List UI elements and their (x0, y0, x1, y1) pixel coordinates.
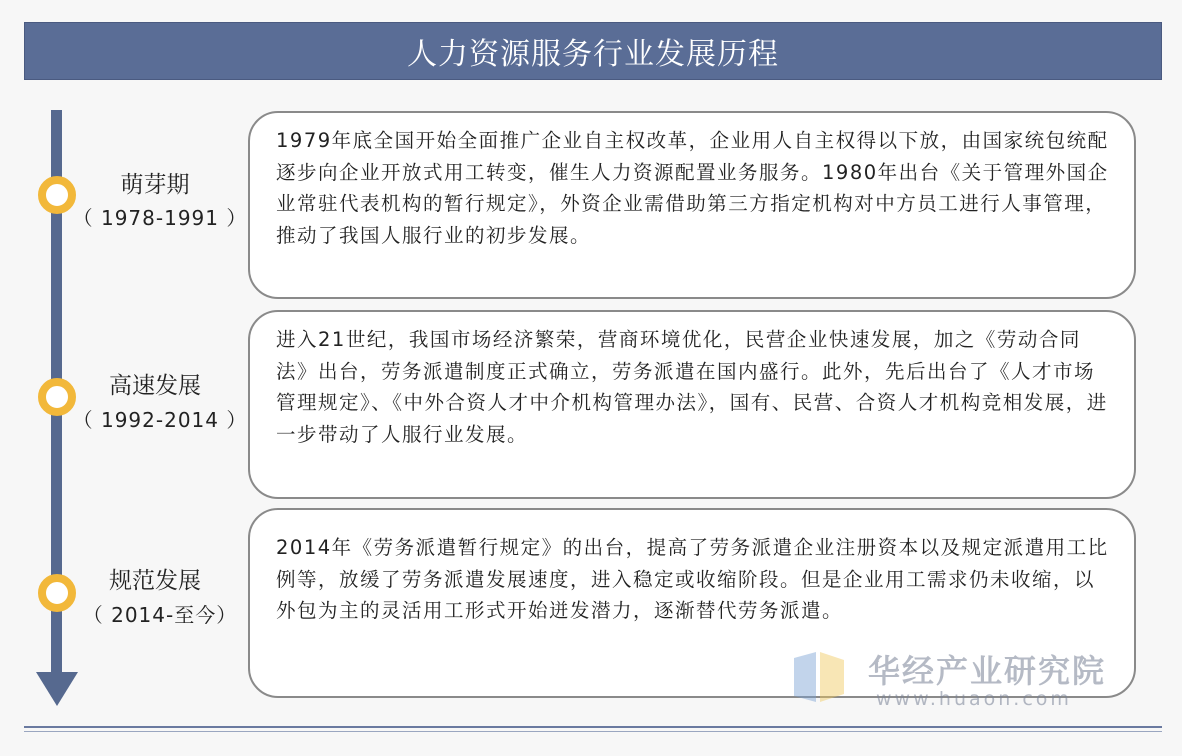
stage-description-1: 1979年底全国开始全面推广企业自主权改革，企业用人自主权得以下放，由国家统包统配逐步向企业开放式用工转变，催生人力资源配置业务服务。1980年出台《关于管理外国企业常驻代表机构的暂行规定》，外资企业需借助第三方指定机构对中方员工进行人事管理，推动了我国人服行业的初步发展。 (276, 129, 1109, 247)
watermark-url: www.huaon.com (876, 688, 1072, 710)
footer-divider-thin (24, 731, 1162, 732)
stage-period-3: （ 2014-至今） (82, 603, 238, 627)
page-title: 人力资源服务行业发展历程 (407, 37, 779, 72)
timeline-arrow-icon (36, 672, 78, 706)
stage-period-2: （ 1992-2014 ） (72, 408, 248, 432)
huajing-logo-icon (790, 648, 848, 706)
stage-name-2: 高速发展 (109, 373, 201, 399)
watermark-name: 华经产业研究院 (868, 652, 1107, 690)
stage-description-3: 2014年《劳务派遣暂行规定》的出台，提高了劳务派遣企业注册资本以及规定派遣用工比例等，放缓了劳务派遣发展速度，进入稳定或收缩阶段。但是企业用工需求仍未收缩，以外包为主的灵活用工形式开始迸发潜力，逐渐替代劳务派遣。 (276, 536, 1109, 622)
title-banner (24, 22, 1162, 80)
stage-name-3: 规范发展 (109, 568, 201, 594)
stage-name-1: 萌芽期 (120, 172, 190, 198)
watermark (790, 640, 1150, 720)
stage-card-1 (248, 111, 1136, 299)
stage-card-2 (248, 310, 1136, 499)
stage-description-2: 进入21世纪，我国市场经济繁荣，营商环境优化，民营企业快速发展，加之《劳动合同法》出台，劳务派遣制度正式确立，劳务派遣在国内盛行。此外，先后出台了《人才市场管理规定》、《中外合资人才中介机构管理办法》，国有、民营、合资人才机构竞相发展，进一步带动了人服行业发展。 (276, 328, 1108, 446)
stage-period-1: （ 1978-1991 ） (72, 206, 248, 230)
footer-divider (24, 726, 1162, 728)
